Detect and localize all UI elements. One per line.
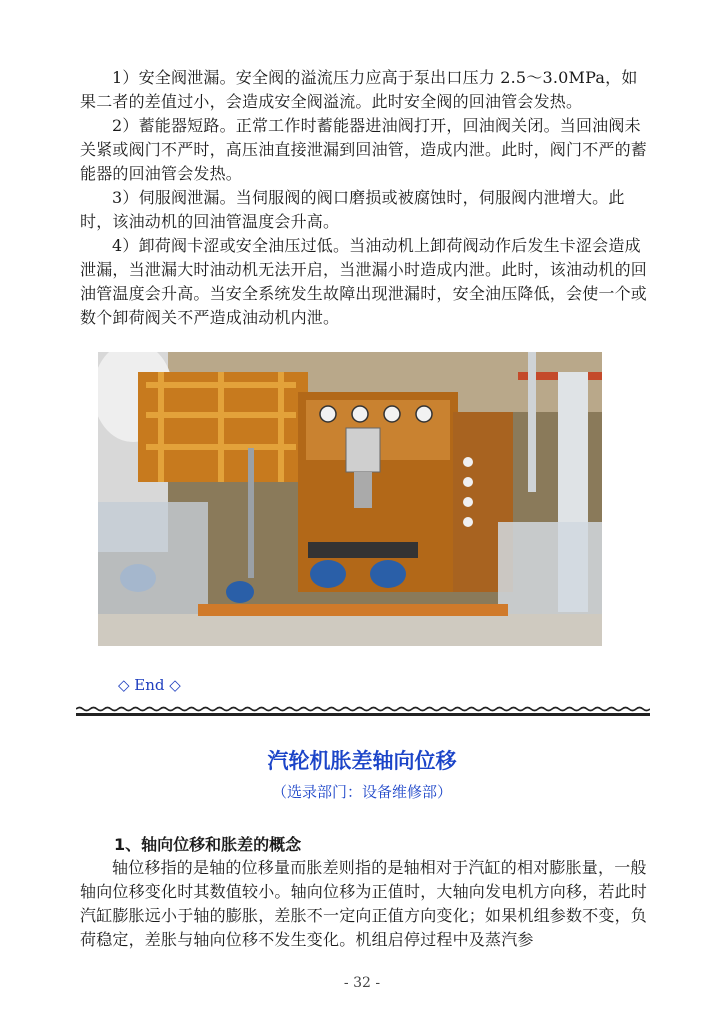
- section-title: 汽轮机胀差轴向位移: [267, 749, 457, 773]
- paragraph-accumulator: 2）蓄能器短路。正常工作时蓄能器进油阀打开，回油阀关闭。当回油阀未关紧或阀门不严时，高压油直接泄漏到回油管，造成内泄。此时，阀门不严的蓄能器的回油管会发热。: [80, 116, 648, 183]
- section-body: 轴位移指的是轴的位移量而胀差则指的是轴相对于汽缸的相对膨胀量，一般轴向位移变化时其数值较小。轴向位移为正值时，大轴向发电机方向移，若此时汽缸膨胀远小于轴的膨胀，差胀不一定向正值方向变化；如果机组参数不变，负荷稳定，差胀与轴向位移不发生变化。机组启停过程中及蒸汽参: [80, 858, 648, 949]
- section-heading: 1、轴向位移和胀差的概念: [114, 835, 302, 854]
- wavy-divider: [76, 706, 650, 718]
- end-marker: ◇ End ◇: [118, 676, 181, 694]
- page-number: - 32 -: [343, 975, 381, 991]
- paragraph-unloading-valve: 4）卸荷阀卡涩或安全油压过低。当油动机上卸荷阀动作后发生卡涩会造成泄漏，当泄漏大时油动机无法开启，当泄漏小时造成内泄。此时，该油动机的回油管温度会升高。当安全系统发生故障出现泄漏时，安全油压降低，会使一个或数个卸荷阀关不严造成油动机内泄。: [80, 236, 648, 327]
- paragraph-servo-valve: 3）伺服阀泄漏。当伺服阀的阀口磨损或被腐蚀时，伺服阀内泄增大。此时，该油动机的回油管温度会升高。: [80, 188, 625, 231]
- section-subtitle: （选录部门：设备维修部）: [271, 783, 452, 801]
- paragraph-safety-valve: 1）安全阀泄漏。安全阀的溢流压力应高于泵出口压力 2.5～3.0MPa，如果二者的差值过小，会造成安全阀溢流。此时安全阀的回油管会发热。: [80, 68, 638, 111]
- hydraulic-unit-photo: [98, 352, 602, 646]
